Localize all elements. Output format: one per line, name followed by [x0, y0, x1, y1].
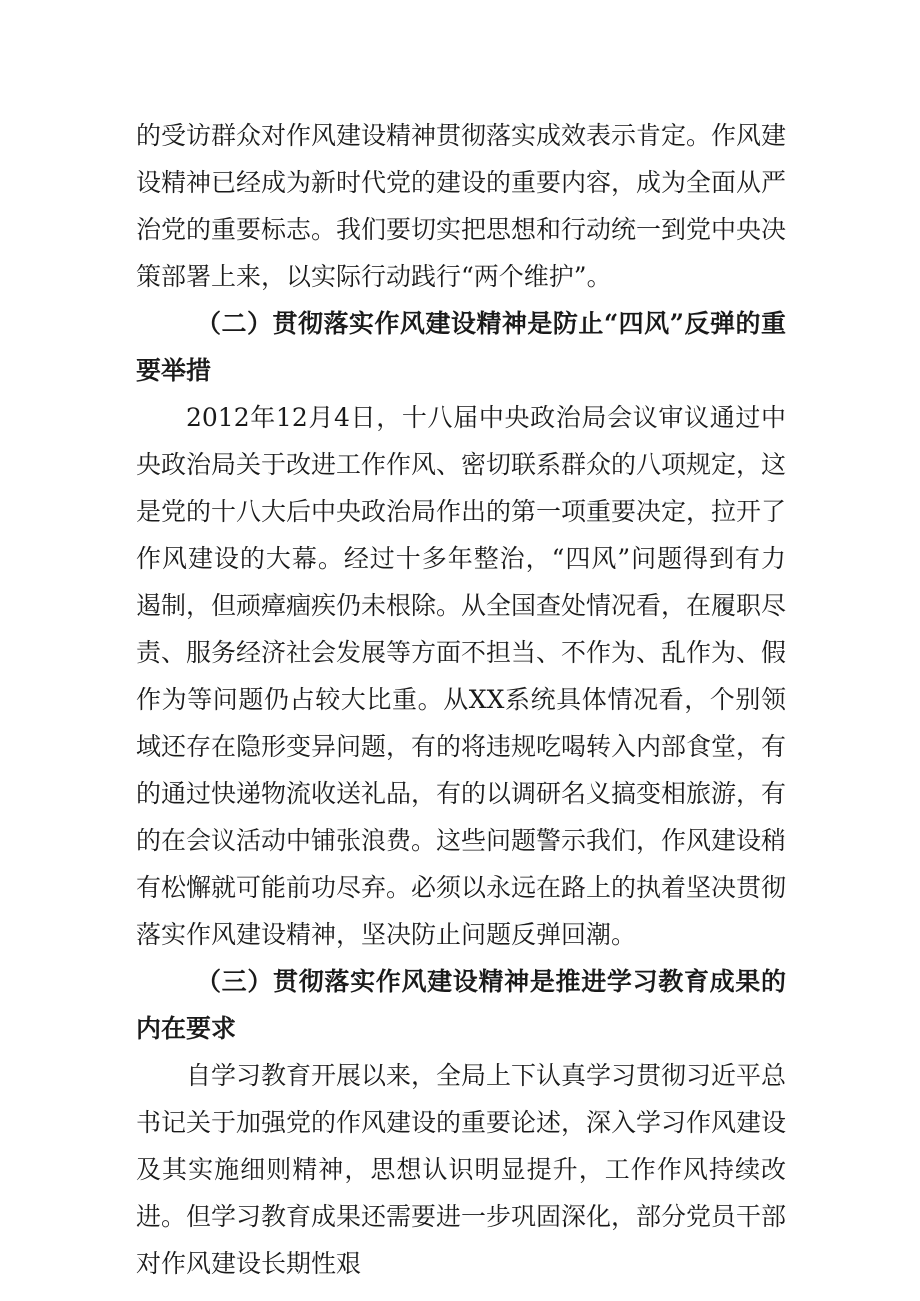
paragraph-continuation: 的受访群众对作风建设精神贯彻落实成效表示肯定。作风建设精神已经成为新时代党的建设的重要内容，成为全面从严治党的重要标志。我们要切实把思想和行动统一到党中央决策部署上来，以实际行动践行“两个维护”。: [136, 121, 787, 291]
section-heading-three: （三）贯彻落实作风建设精神是推进学习教育成果的内在要求: [136, 967, 786, 1043]
paragraph-eight-regulations: 2012年12月4日，十八届中央政治局会议审议通过中央政治局关于改进工作作风、密切联系群众的八项规定，这是党的十八大后中央政治局作出的第一项重要决定，拉开了作风建设的大幕。经过十多年整治，“四风”问题得到有力遏制，但顽瘴痼疾仍未根除。从全国查处情况看，在履职尽责、服务经济社会发展等方面不担当、不作为、乱作为、假作为等问题仍占较大比重。从XX系统具体情况看，个别领域还存在隐形变异问题，有的将违规吃喝转入内部食堂，有的通过快递物流收送礼品，有的以调研名义搞变相旅游，有的在会议活动中铺张浪费。这些问题警示我们，作风建设稍有松懈就可能前功尽弃。必须以永远在路上的执着坚决贯彻落实作风建设精神，坚决防止问题反弹回潮。: [136, 403, 787, 949]
section-heading-two: （二）贯彻落实作风建设精神是防止“四风”反弹的重要举措: [136, 309, 786, 385]
paragraph-learning-education: 自学习教育开展以来，全局上下认真学习贯彻习近平总书记关于加强党的作风建设的重要论述，深入学习作风建设及其实施细则精神，思想认识明显提升，工作作风持续改进。但学习教育成果还需要进一步巩固深化，部分党员干部对作风建设长期性艰: [136, 1061, 787, 1278]
document-body: [136, 112, 786, 1287]
